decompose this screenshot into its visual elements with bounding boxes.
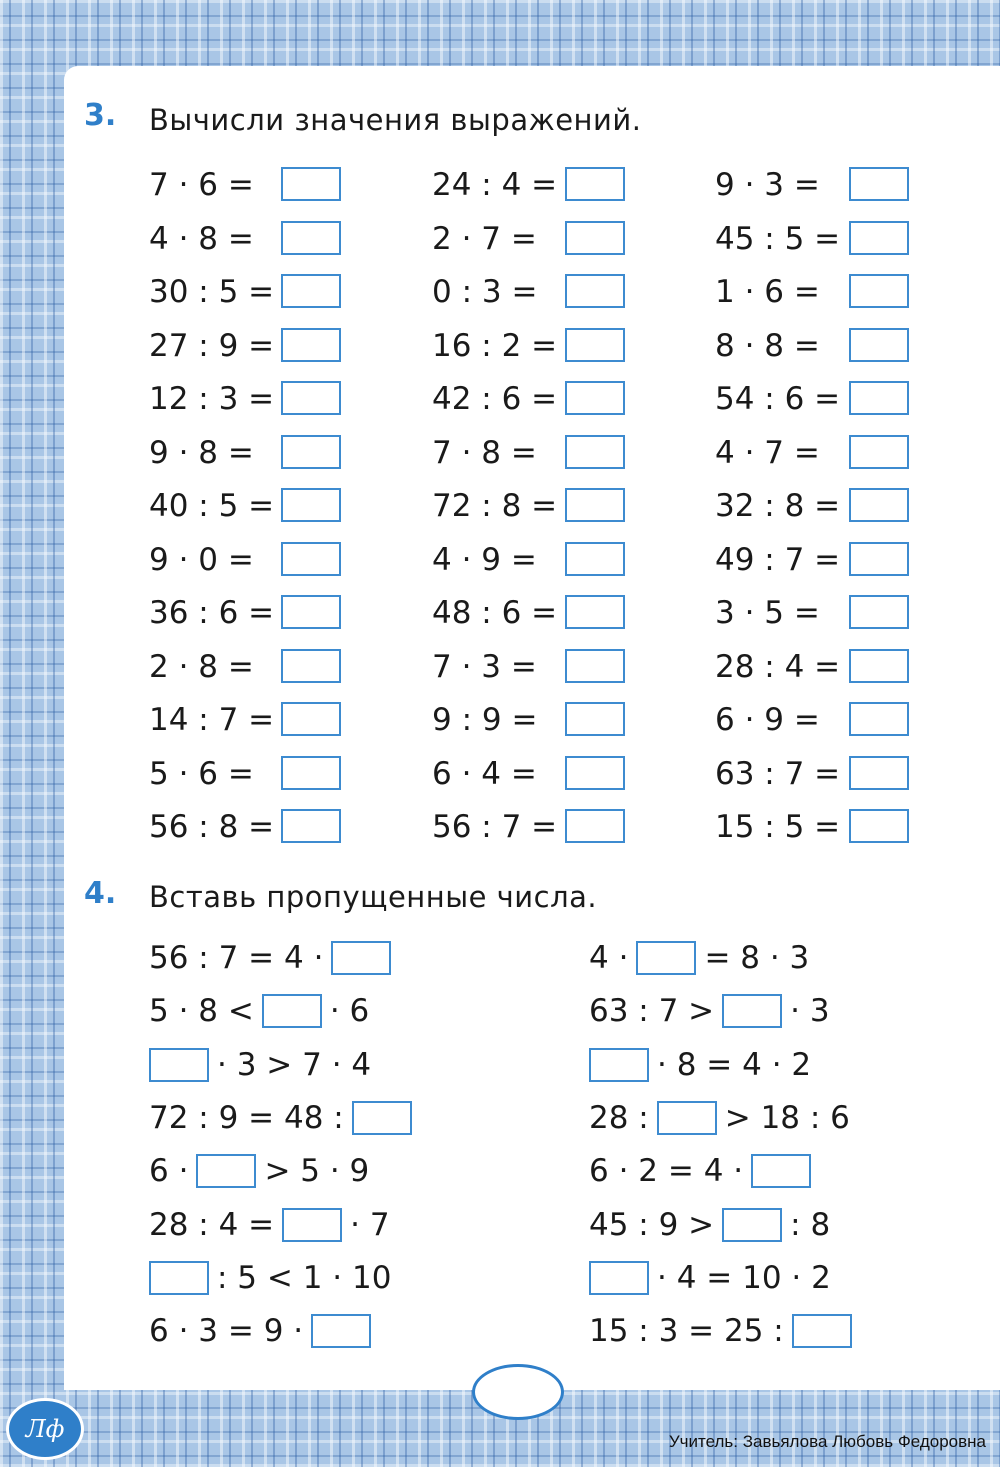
- equation-left-part: 15 : 3 = 25 :: [589, 1313, 784, 1350]
- answer-box[interactable]: [849, 595, 909, 629]
- expression: 28 : 4 =: [715, 648, 841, 685]
- fill-in-equation: [589, 938, 809, 978]
- equation-right-part: · 7: [350, 1206, 390, 1243]
- answer-box[interactable]: [281, 328, 341, 362]
- equation-right-part: > 5 · 9: [264, 1153, 370, 1190]
- equation-right-part: · 3 > 7 · 4: [217, 1046, 372, 1083]
- fill-in-equation: [149, 1205, 390, 1245]
- expression: 6 · 4 =: [432, 755, 537, 792]
- answer-box[interactable]: [849, 274, 909, 308]
- missing-number-box[interactable]: [589, 1261, 649, 1295]
- expression: 4 · 7 =: [715, 434, 820, 471]
- answer-box[interactable]: [565, 328, 625, 362]
- missing-number-box[interactable]: [751, 1154, 811, 1188]
- fill-in-equation: [149, 991, 369, 1031]
- teacher-credit: Учитель: Завьялова Любовь Федоровна: [668, 1432, 986, 1451]
- answer-box[interactable]: [565, 381, 625, 415]
- equation-right-part: · 8 = 4 · 2: [657, 1046, 812, 1083]
- expression: 56 : 8 =: [149, 809, 275, 845]
- answer-box[interactable]: [281, 274, 341, 308]
- fill-in-equation: [149, 1311, 379, 1351]
- answer-box[interactable]: [565, 595, 625, 629]
- equation-left-part: 28 :: [589, 1099, 649, 1136]
- missing-number-box[interactable]: [311, 1314, 371, 1348]
- expression: 4 · 8 =: [149, 220, 254, 257]
- missing-number-box[interactable]: [589, 1048, 649, 1082]
- expression: 40 : 5 =: [149, 488, 275, 524]
- answer-box[interactable]: [565, 542, 625, 576]
- fill-in-equation: [589, 1098, 850, 1138]
- equation-right-part: > 18 : 6: [724, 1099, 850, 1136]
- answer-box[interactable]: [849, 756, 909, 790]
- answer-box[interactable]: [565, 809, 625, 843]
- expression: 9 · 8 =: [149, 434, 254, 471]
- expression: 5 · 6 =: [149, 755, 254, 792]
- expression: 6 · 9 =: [715, 702, 820, 738]
- equation-right-part: : 5 < 1 · 10: [217, 1259, 392, 1296]
- fill-in-equation: [149, 1258, 391, 1298]
- expression: 72 : 8 =: [432, 488, 558, 524]
- answer-box[interactable]: [565, 702, 625, 736]
- missing-number-box[interactable]: [657, 1101, 717, 1135]
- fill-in-equation: [589, 1151, 819, 1191]
- expression: 56 : 7 =: [432, 809, 558, 845]
- answer-box[interactable]: [849, 488, 909, 522]
- equation-left-part: 4 ·: [589, 940, 629, 976]
- task3-title: Вычисли значения выражений.: [149, 103, 642, 137]
- expression: 3 · 5 =: [715, 595, 820, 631]
- expression: 16 : 2 =: [432, 327, 558, 364]
- missing-number-box[interactable]: [792, 1314, 852, 1348]
- expression: 7 · 6 =: [149, 167, 254, 203]
- answer-box[interactable]: [281, 381, 341, 415]
- answer-box[interactable]: [849, 221, 909, 255]
- equation-left-part: 5 · 8 <: [149, 993, 254, 1030]
- answer-box[interactable]: [281, 702, 341, 736]
- answer-box[interactable]: [849, 809, 909, 843]
- expression: 14 : 7 =: [149, 702, 275, 738]
- equation-right-part: · 3: [790, 993, 830, 1030]
- answer-box[interactable]: [281, 435, 341, 469]
- fill-in-equation: [589, 1311, 860, 1351]
- expression: 42 : 6 =: [432, 381, 558, 417]
- expression: 48 : 6 =: [432, 595, 558, 631]
- fill-in-equation: [149, 1045, 371, 1085]
- answer-box[interactable]: [565, 435, 625, 469]
- equation-left-part: 56 : 7 = 4 ·: [149, 940, 324, 976]
- fill-in-equation: [149, 1098, 420, 1138]
- equation-left-part: 6 ·: [149, 1153, 189, 1190]
- expression: 8 · 8 =: [715, 327, 820, 364]
- task4-title: Вставь пропущенные числа.: [149, 880, 598, 914]
- answer-box[interactable]: [565, 167, 625, 201]
- expression: 9 · 0 =: [149, 541, 254, 578]
- expression: 32 : 8 =: [715, 488, 841, 524]
- expression: 1 · 6 =: [715, 274, 820, 310]
- expression: 45 : 5 =: [715, 220, 841, 257]
- expression: 2 · 7 =: [432, 220, 537, 257]
- answer-box[interactable]: [281, 809, 341, 843]
- missing-number-box[interactable]: [722, 994, 782, 1028]
- equation-right-part: · 6: [329, 993, 370, 1030]
- fill-in-equation: [149, 1151, 369, 1191]
- answer-box[interactable]: [849, 167, 909, 201]
- fill-in-equation: [589, 1258, 831, 1298]
- equation-left-part: 45 : 9 >: [589, 1206, 715, 1243]
- expression: 0 : 3 =: [432, 274, 538, 310]
- answer-box[interactable]: [849, 381, 909, 415]
- fill-in-equation: [149, 938, 399, 978]
- missing-number-box[interactable]: [262, 994, 322, 1028]
- expression: 27 : 9 =: [149, 327, 275, 364]
- answer-box[interactable]: [281, 221, 341, 255]
- answer-box[interactable]: [281, 649, 341, 683]
- page-number-oval: [472, 1364, 564, 1420]
- answer-box[interactable]: [281, 542, 341, 576]
- missing-number-box[interactable]: [282, 1208, 342, 1242]
- expression: 63 : 7 =: [715, 755, 841, 792]
- expression: 24 : 4 =: [432, 167, 558, 203]
- expression: 15 : 5 =: [715, 809, 841, 845]
- missing-number-box[interactable]: [149, 1261, 209, 1295]
- expression: 7 · 8 =: [432, 434, 537, 471]
- missing-number-box[interactable]: [352, 1101, 412, 1135]
- answer-box[interactable]: [281, 167, 341, 201]
- expression: 9 · 3 =: [715, 167, 820, 203]
- answer-box[interactable]: [565, 274, 625, 308]
- missing-number-box[interactable]: [636, 941, 696, 975]
- fill-in-equation: [589, 1205, 830, 1245]
- expression: 54 : 6 =: [715, 381, 841, 417]
- equation-right-part: : 8: [790, 1206, 831, 1243]
- answer-box[interactable]: [849, 435, 909, 469]
- answer-box[interactable]: [849, 542, 909, 576]
- equation-left-part: 6 · 3 = 9 ·: [149, 1313, 304, 1350]
- answer-box[interactable]: [849, 328, 909, 362]
- equation-right-part: = 8 · 3: [704, 940, 810, 976]
- answer-box[interactable]: [281, 595, 341, 629]
- publisher-logo: Лф: [6, 1398, 84, 1460]
- fill-in-equation: [589, 991, 830, 1031]
- expression: 4 · 9 =: [432, 541, 537, 578]
- equation-right-part: · 4 = 10 · 2: [657, 1259, 831, 1296]
- expression: 7 · 3 =: [432, 648, 537, 685]
- task4-number: 4.: [84, 876, 117, 911]
- expression: 36 : 6 =: [149, 595, 275, 631]
- equation-left-part: 72 : 9 = 48 :: [149, 1099, 344, 1136]
- answer-box[interactable]: [281, 756, 341, 790]
- missing-number-box[interactable]: [722, 1208, 782, 1242]
- missing-number-box[interactable]: [196, 1154, 256, 1188]
- answer-box[interactable]: [849, 702, 909, 736]
- equation-left-part: 63 : 7 >: [589, 993, 715, 1030]
- answer-box[interactable]: [565, 756, 625, 790]
- answer-box[interactable]: [565, 221, 625, 255]
- equation-left-part: 6 · 2 = 4 ·: [589, 1153, 744, 1190]
- missing-number-box[interactable]: [331, 941, 391, 975]
- fill-in-equation: [589, 1045, 811, 1085]
- expression: 12 : 3 =: [149, 381, 275, 417]
- expression: 30 : 5 =: [149, 274, 275, 310]
- task3-number: 3.: [84, 98, 117, 133]
- missing-number-box[interactable]: [149, 1048, 209, 1082]
- equation-left-part: 28 : 4 =: [149, 1206, 275, 1243]
- answer-box[interactable]: [849, 649, 909, 683]
- answer-box[interactable]: [565, 649, 625, 683]
- expression: 49 : 7 =: [715, 541, 841, 578]
- answer-box[interactable]: [565, 488, 625, 522]
- expression: 2 · 8 =: [149, 648, 254, 685]
- expression: 9 : 9 =: [432, 702, 538, 738]
- answer-box[interactable]: [281, 488, 341, 522]
